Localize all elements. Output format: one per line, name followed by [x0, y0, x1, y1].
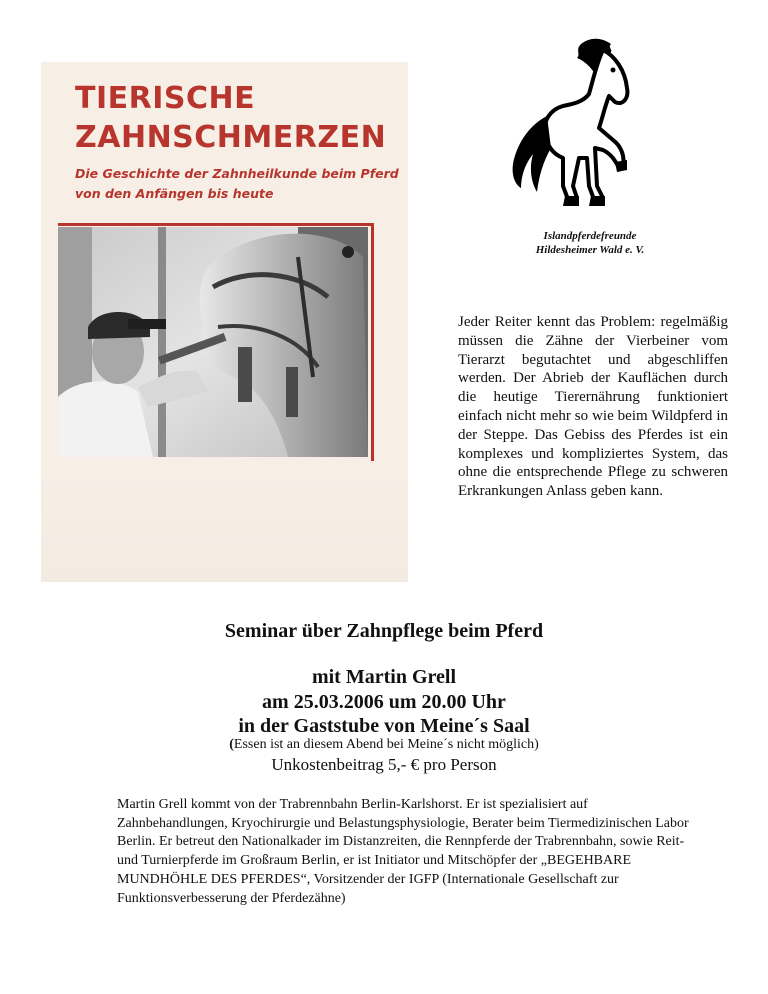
book-cover: [41, 62, 408, 582]
dinner-note: [0, 737, 768, 753]
fee-line: Unkostenbeitrag 5,- € pro Person: [271, 755, 497, 774]
cover-title-line1: TIERISCHE: [75, 81, 256, 116]
speaker-line: mit Martin Grell: [311, 666, 457, 688]
cover-lower-area: [41, 472, 408, 582]
note-paren: (: [229, 737, 234, 752]
speaker-bio: Martin Grell kommt von der Trabrennbahn Berlin-Karlshorst. Er ist spezialisiert auf Zahnbehandlungen, Kryochirurgie und Belastungsphysiologie, Berater beim Tiermedizinischen Labor Berlin. Er betreut den Nationalkader im Distanzreiten, die Rennpferde der Trabrennbahn, sowie Reit- und Turnierpferde im Großraum Berlin, er ist Initiator und Mitschöpfer der „BEGEHBARE MUNDHÖHLE DES PFERDES“, Vorsitzender der IGFP (Internationale Gesellschaft zur Funktionsverbesserung der Pferdezähne): [117, 797, 689, 906]
cover-subtitle-line2: von den Anfängen bis heute: [75, 186, 274, 201]
seminar-title: Seminar über Zahnpflege beim Pferd: [224, 620, 544, 642]
datetime-line: am 25.03.2006 um 20.00 Uhr: [262, 691, 506, 713]
note-text: Essen ist an diesem Abend bei Meine´s nicht möglich): [233, 737, 539, 752]
cover-subtitle-line1: Die Geschichte der Zahnheilkunde beim Pferd: [75, 166, 399, 181]
org-name-line2: Hildesheimer Wald e. V.: [535, 244, 645, 256]
icelandic-horse-icon: [503, 36, 638, 210]
location-line: in der Gaststube von Meine´s Saal: [238, 715, 530, 737]
intro-paragraph: Jeder Reiter kennt das Problem: regelmäßig müssen die Zähne der Vierbeiner vom Tierarzt begutachtet und abgeschliffen werden. Der Abrieb der Kauflächen durch die heutige Tierernährung funktioniert einfach nicht mehr so wie beim Wildpferd in der Steppe. Das Gebiss des Pferdes ist ein komplexes und kompliziertes System, das ohne die entsprechende Pflege zu schweren Erkrankungen Anlass geben kann.: [458, 314, 728, 500]
cover-rule-right: [371, 223, 374, 461]
cover-title-line2: ZAHNSCHMERZEN: [75, 120, 387, 155]
org-name-line1: Islandpferdefreunde: [543, 230, 637, 242]
vet-examining-horse-teeth-photo: [58, 227, 368, 457]
cover-rule-top: [58, 223, 374, 226]
